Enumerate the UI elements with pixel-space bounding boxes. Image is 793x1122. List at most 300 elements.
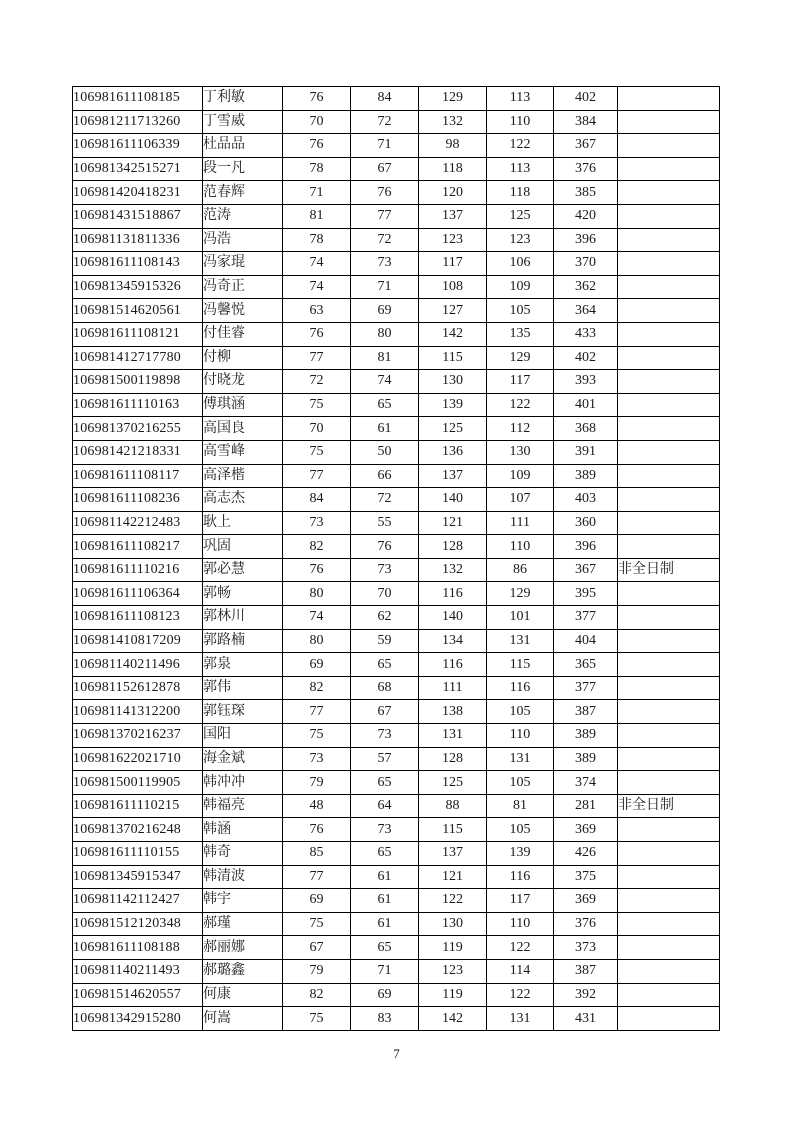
table-row — [73, 794, 720, 818]
remark-cell — [618, 228, 720, 252]
total-cell: 281 — [554, 794, 618, 818]
score-cell: 131 — [487, 1007, 554, 1031]
table-row — [73, 87, 720, 111]
table-row — [73, 393, 720, 417]
remark-cell — [618, 346, 720, 370]
exam-id-cell: 106981611108236 — [73, 488, 203, 512]
name-cell: 郭必慧 — [203, 558, 283, 582]
exam-id-cell: 106981611108188 — [73, 936, 203, 960]
score-cell: 101 — [487, 606, 554, 630]
name-cell: 范涛 — [203, 204, 283, 228]
score-cell: 123 — [419, 228, 487, 252]
exam-id-cell: 106981211713260 — [73, 110, 203, 134]
total-cell: 395 — [554, 582, 618, 606]
score-cell: 109 — [487, 275, 554, 299]
score-cell: 140 — [419, 606, 487, 630]
score-cell: 75 — [283, 912, 351, 936]
score-cell: 75 — [283, 440, 351, 464]
exam-id-cell: 106981611108217 — [73, 535, 203, 559]
score-cell: 79 — [283, 771, 351, 795]
total-cell: 384 — [554, 110, 618, 134]
score-cell: 73 — [283, 747, 351, 771]
remark-cell — [618, 959, 720, 983]
exam-id-cell: 106981342515271 — [73, 157, 203, 181]
name-cell: 郭林川 — [203, 606, 283, 630]
total-cell: 373 — [554, 936, 618, 960]
name-cell: 郭路楠 — [203, 629, 283, 653]
total-cell: 368 — [554, 417, 618, 441]
exam-id-cell: 106981611108185 — [73, 87, 203, 111]
score-cell: 106 — [487, 252, 554, 276]
table-row — [73, 818, 720, 842]
score-cell: 131 — [487, 629, 554, 653]
score-cell: 119 — [419, 983, 487, 1007]
score-cell: 98 — [419, 134, 487, 158]
table-row — [73, 275, 720, 299]
remark-cell — [618, 535, 720, 559]
total-cell: 375 — [554, 865, 618, 889]
table-row — [73, 912, 720, 936]
total-cell: 370 — [554, 252, 618, 276]
total-cell: 376 — [554, 157, 618, 181]
exam-id-cell: 106981131811336 — [73, 228, 203, 252]
name-cell: 韩福亮 — [203, 794, 283, 818]
score-cell: 83 — [351, 1007, 419, 1031]
name-cell: 付晓龙 — [203, 370, 283, 394]
score-cell: 131 — [487, 747, 554, 771]
exam-id-cell: 106981514620561 — [73, 299, 203, 323]
score-cell: 74 — [283, 252, 351, 276]
exam-id-cell: 106981611110216 — [73, 558, 203, 582]
score-cell: 123 — [487, 228, 554, 252]
total-cell: 426 — [554, 842, 618, 866]
score-cell: 117 — [419, 252, 487, 276]
exam-id-cell: 106981611108123 — [73, 606, 203, 630]
score-cell: 137 — [419, 842, 487, 866]
exam-id-cell: 106981421218331 — [73, 440, 203, 464]
score-cell: 129 — [487, 346, 554, 370]
table-row — [73, 747, 720, 771]
score-cell: 76 — [283, 558, 351, 582]
score-cell: 113 — [487, 87, 554, 111]
score-cell: 122 — [487, 936, 554, 960]
name-cell: 丁利敏 — [203, 87, 283, 111]
exam-id-cell: 106981611108117 — [73, 464, 203, 488]
exam-id-cell: 106981345915347 — [73, 865, 203, 889]
score-cell: 72 — [351, 110, 419, 134]
table-row — [73, 653, 720, 677]
total-cell: 389 — [554, 747, 618, 771]
name-cell: 高雪峰 — [203, 440, 283, 464]
table-row — [73, 700, 720, 724]
score-cell: 61 — [351, 889, 419, 913]
table-row — [73, 676, 720, 700]
name-cell: 傅琪涵 — [203, 393, 283, 417]
score-cell: 57 — [351, 747, 419, 771]
total-cell: 433 — [554, 322, 618, 346]
score-cell: 85 — [283, 842, 351, 866]
remark-cell — [618, 771, 720, 795]
score-cell: 81 — [351, 346, 419, 370]
exam-id-cell: 106981611110155 — [73, 842, 203, 866]
table-row — [73, 842, 720, 866]
score-cell: 65 — [351, 936, 419, 960]
score-cell: 84 — [283, 488, 351, 512]
score-cell: 71 — [351, 275, 419, 299]
score-cell: 73 — [351, 818, 419, 842]
score-cell: 122 — [487, 134, 554, 158]
name-cell: 郭泉 — [203, 653, 283, 677]
score-cell: 69 — [351, 299, 419, 323]
score-cell: 50 — [351, 440, 419, 464]
remark-cell — [618, 865, 720, 889]
score-cell: 80 — [283, 629, 351, 653]
score-cell: 69 — [283, 889, 351, 913]
table-row — [73, 134, 720, 158]
score-cell: 77 — [283, 464, 351, 488]
total-cell: 369 — [554, 818, 618, 842]
score-cell: 122 — [419, 889, 487, 913]
remark-cell — [618, 417, 720, 441]
score-cell: 82 — [283, 535, 351, 559]
remark-cell — [618, 676, 720, 700]
table-row — [73, 629, 720, 653]
remark-cell — [618, 936, 720, 960]
score-cell: 123 — [419, 959, 487, 983]
exam-id-cell: 106981370216237 — [73, 724, 203, 748]
score-cell: 63 — [283, 299, 351, 323]
exam-id-cell: 106981611110163 — [73, 393, 203, 417]
table-row — [73, 157, 720, 181]
score-cell: 74 — [283, 275, 351, 299]
page-number: 7 — [393, 1046, 400, 1061]
score-cell: 137 — [419, 464, 487, 488]
score-cell: 109 — [487, 464, 554, 488]
score-cell: 140 — [419, 488, 487, 512]
score-cell: 69 — [283, 653, 351, 677]
remark-cell: 非全日制 — [618, 794, 720, 818]
remark-cell — [618, 204, 720, 228]
score-cell: 111 — [419, 676, 487, 700]
score-cell: 142 — [419, 1007, 487, 1031]
name-cell: 海金斌 — [203, 747, 283, 771]
score-cell: 108 — [419, 275, 487, 299]
score-cell: 78 — [283, 157, 351, 181]
score-cell: 77 — [283, 346, 351, 370]
name-cell: 国阳 — [203, 724, 283, 748]
total-cell: 376 — [554, 912, 618, 936]
score-cell: 76 — [351, 535, 419, 559]
score-cell: 130 — [419, 912, 487, 936]
remark-cell — [618, 1007, 720, 1031]
total-cell: 377 — [554, 676, 618, 700]
total-cell: 367 — [554, 134, 618, 158]
name-cell: 段一凡 — [203, 157, 283, 181]
total-cell: 401 — [554, 393, 618, 417]
score-cell: 73 — [351, 558, 419, 582]
score-cell: 64 — [351, 794, 419, 818]
remark-cell — [618, 818, 720, 842]
score-cell: 115 — [419, 818, 487, 842]
remark-cell — [618, 606, 720, 630]
score-cell: 128 — [419, 535, 487, 559]
score-cell: 68 — [351, 676, 419, 700]
score-cell: 67 — [351, 700, 419, 724]
score-cell: 82 — [283, 983, 351, 1007]
remark-cell — [618, 582, 720, 606]
remark-cell — [618, 157, 720, 181]
score-cell: 88 — [419, 794, 487, 818]
name-cell: 冯家琨 — [203, 252, 283, 276]
score-cell: 67 — [283, 936, 351, 960]
remark-cell — [618, 700, 720, 724]
score-cell: 66 — [351, 464, 419, 488]
score-cell: 110 — [487, 110, 554, 134]
total-cell: 374 — [554, 771, 618, 795]
score-cell: 76 — [351, 181, 419, 205]
score-cell: 116 — [487, 865, 554, 889]
score-cell: 116 — [487, 676, 554, 700]
exam-id-cell: 106981345915326 — [73, 275, 203, 299]
name-cell: 冯奇正 — [203, 275, 283, 299]
score-cell: 113 — [487, 157, 554, 181]
score-cell: 72 — [283, 370, 351, 394]
score-cell: 67 — [351, 157, 419, 181]
score-cell: 121 — [419, 511, 487, 535]
remark-cell — [618, 299, 720, 323]
exam-id-cell: 106981431518867 — [73, 204, 203, 228]
score-cell: 69 — [351, 983, 419, 1007]
table-row — [73, 983, 720, 1007]
score-cell: 55 — [351, 511, 419, 535]
exam-id-cell: 106981412717780 — [73, 346, 203, 370]
score-cell: 130 — [487, 440, 554, 464]
score-cell: 134 — [419, 629, 487, 653]
name-cell: 耿上 — [203, 511, 283, 535]
table-row — [73, 417, 720, 441]
table-row — [73, 204, 720, 228]
remark-cell — [618, 889, 720, 913]
name-cell: 郭钰琛 — [203, 700, 283, 724]
name-cell: 韩奇 — [203, 842, 283, 866]
score-cell: 117 — [487, 889, 554, 913]
score-cell: 127 — [419, 299, 487, 323]
table-row — [73, 322, 720, 346]
name-cell: 韩涵 — [203, 818, 283, 842]
score-cell: 139 — [487, 842, 554, 866]
total-cell: 402 — [554, 346, 618, 370]
exam-id-cell: 106981514620557 — [73, 983, 203, 1007]
score-cell: 72 — [351, 228, 419, 252]
score-cell: 136 — [419, 440, 487, 464]
name-cell: 韩宇 — [203, 889, 283, 913]
score-cell: 105 — [487, 771, 554, 795]
score-cell: 110 — [487, 724, 554, 748]
total-cell: 364 — [554, 299, 618, 323]
total-cell: 402 — [554, 87, 618, 111]
name-cell: 丁雪威 — [203, 110, 283, 134]
remark-cell — [618, 983, 720, 1007]
score-cell: 73 — [283, 511, 351, 535]
score-cell: 122 — [487, 393, 554, 417]
score-table — [72, 86, 720, 1031]
score-cell: 115 — [419, 346, 487, 370]
name-cell: 付柳 — [203, 346, 283, 370]
score-cell: 48 — [283, 794, 351, 818]
score-cell: 116 — [419, 582, 487, 606]
score-cell: 86 — [487, 558, 554, 582]
score-cell: 119 — [419, 936, 487, 960]
score-cell: 76 — [283, 818, 351, 842]
score-cell: 76 — [283, 87, 351, 111]
name-cell: 何康 — [203, 983, 283, 1007]
table-row — [73, 299, 720, 323]
exam-id-cell: 106981622021710 — [73, 747, 203, 771]
score-cell: 70 — [283, 110, 351, 134]
table-row — [73, 181, 720, 205]
score-cell: 75 — [283, 393, 351, 417]
score-cell: 81 — [487, 794, 554, 818]
name-cell: 何嵩 — [203, 1007, 283, 1031]
name-cell: 郝璐鑫 — [203, 959, 283, 983]
score-cell: 128 — [419, 747, 487, 771]
score-cell: 118 — [487, 181, 554, 205]
score-cell: 77 — [283, 865, 351, 889]
total-cell: 389 — [554, 724, 618, 748]
score-cell: 73 — [351, 724, 419, 748]
exam-id-cell: 106981611108121 — [73, 322, 203, 346]
exam-id-cell: 106981152612878 — [73, 676, 203, 700]
score-cell: 132 — [419, 110, 487, 134]
remark-cell — [618, 747, 720, 771]
score-cell: 74 — [351, 370, 419, 394]
total-cell: 396 — [554, 228, 618, 252]
score-cell: 75 — [283, 1007, 351, 1031]
score-cell: 76 — [283, 322, 351, 346]
table-row — [73, 959, 720, 983]
score-cell: 138 — [419, 700, 487, 724]
score-cell: 110 — [487, 535, 554, 559]
remark-cell — [618, 393, 720, 417]
exam-id-cell: 106981500119905 — [73, 771, 203, 795]
exam-id-cell: 106981142212483 — [73, 511, 203, 535]
name-cell: 付佳睿 — [203, 322, 283, 346]
score-cell: 81 — [283, 204, 351, 228]
score-cell: 84 — [351, 87, 419, 111]
remark-cell — [618, 252, 720, 276]
remark-cell — [618, 912, 720, 936]
total-cell: 391 — [554, 440, 618, 464]
total-cell: 360 — [554, 511, 618, 535]
score-cell: 117 — [487, 370, 554, 394]
score-cell: 77 — [283, 700, 351, 724]
score-cell: 65 — [351, 771, 419, 795]
score-cell: 82 — [283, 676, 351, 700]
name-cell: 郝瑾 — [203, 912, 283, 936]
total-cell: 396 — [554, 535, 618, 559]
score-cell: 125 — [487, 204, 554, 228]
total-cell: 365 — [554, 653, 618, 677]
name-cell: 巩固 — [203, 535, 283, 559]
remark-cell — [618, 653, 720, 677]
name-cell: 冯浩 — [203, 228, 283, 252]
score-cell: 61 — [351, 417, 419, 441]
table-row — [73, 1007, 720, 1031]
table-row — [73, 228, 720, 252]
score-cell: 139 — [419, 393, 487, 417]
score-cell: 121 — [419, 865, 487, 889]
exam-id-cell: 106981611106339 — [73, 134, 203, 158]
score-cell: 115 — [487, 653, 554, 677]
remark-cell — [618, 87, 720, 111]
score-cell: 107 — [487, 488, 554, 512]
table-row — [73, 889, 720, 913]
name-cell: 韩清波 — [203, 865, 283, 889]
exam-id-cell: 106981142112427 — [73, 889, 203, 913]
total-cell: 369 — [554, 889, 618, 913]
exam-id-cell: 106981140211493 — [73, 959, 203, 983]
score-cell: 142 — [419, 322, 487, 346]
total-cell: 377 — [554, 606, 618, 630]
score-cell: 125 — [419, 771, 487, 795]
score-cell: 112 — [487, 417, 554, 441]
name-cell: 郝丽娜 — [203, 936, 283, 960]
score-cell: 62 — [351, 606, 419, 630]
table-row — [73, 936, 720, 960]
exam-id-cell: 106981611106364 — [73, 582, 203, 606]
score-cell: 118 — [419, 157, 487, 181]
score-cell: 129 — [419, 87, 487, 111]
total-cell: 385 — [554, 181, 618, 205]
score-cell: 71 — [351, 959, 419, 983]
score-cell: 78 — [283, 228, 351, 252]
total-cell: 387 — [554, 700, 618, 724]
remark-cell — [618, 110, 720, 134]
remark-cell — [618, 134, 720, 158]
total-cell: 420 — [554, 204, 618, 228]
score-cell: 111 — [487, 511, 554, 535]
score-cell: 71 — [283, 181, 351, 205]
table-row — [73, 771, 720, 795]
exam-id-cell: 106981410817209 — [73, 629, 203, 653]
remark-cell — [618, 275, 720, 299]
score-cell: 131 — [419, 724, 487, 748]
score-cell: 73 — [351, 252, 419, 276]
exam-id-cell: 106981611110215 — [73, 794, 203, 818]
remark-cell: 非全日制 — [618, 558, 720, 582]
table-row — [73, 606, 720, 630]
total-cell: 404 — [554, 629, 618, 653]
score-cell: 61 — [351, 912, 419, 936]
remark-cell — [618, 322, 720, 346]
total-cell: 362 — [554, 275, 618, 299]
exam-id-cell: 106981342915280 — [73, 1007, 203, 1031]
exam-id-cell: 106981141312200 — [73, 700, 203, 724]
score-cell: 70 — [283, 417, 351, 441]
table-row — [73, 370, 720, 394]
score-cell: 135 — [487, 322, 554, 346]
score-cell: 65 — [351, 653, 419, 677]
name-cell: 杜品品 — [203, 134, 283, 158]
score-cell: 71 — [351, 134, 419, 158]
score-cell: 65 — [351, 842, 419, 866]
name-cell: 冯馨悦 — [203, 299, 283, 323]
total-cell: 392 — [554, 983, 618, 1007]
exam-id-cell: 106981140211496 — [73, 653, 203, 677]
score-cell: 80 — [283, 582, 351, 606]
exam-id-cell: 106981611108143 — [73, 252, 203, 276]
name-cell: 郭伟 — [203, 676, 283, 700]
